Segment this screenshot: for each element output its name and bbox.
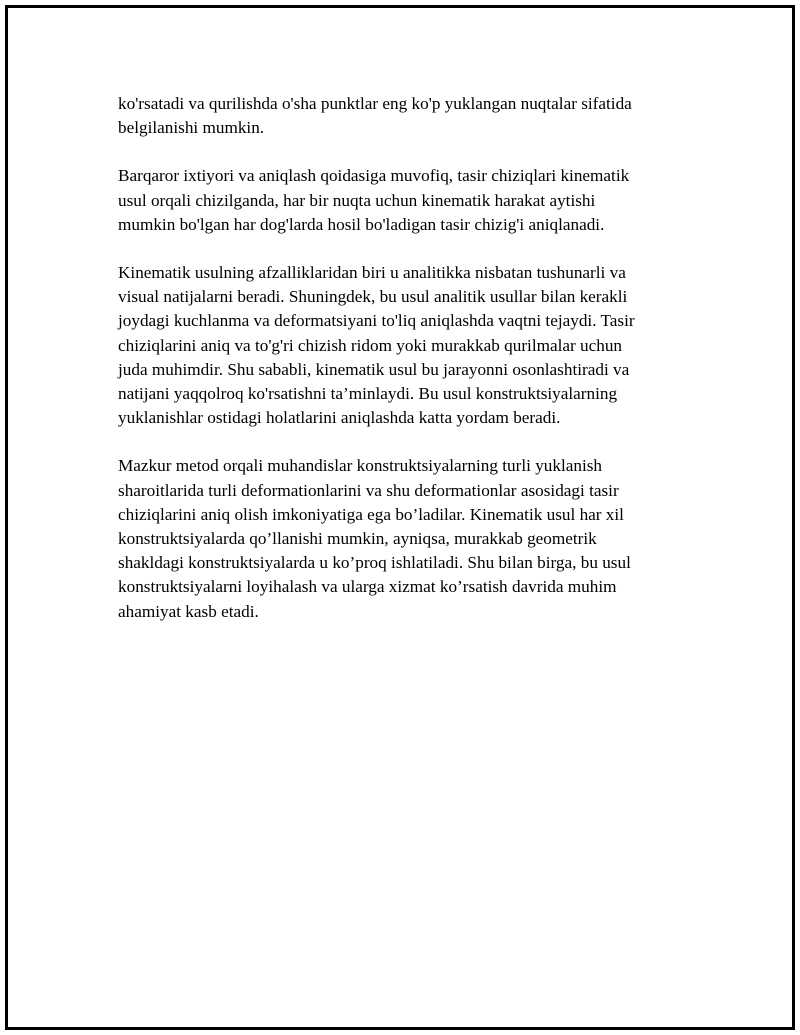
text-line: sharoitlarida turli deformationlarini va shu deformationlar asosidagi tasir [118,480,619,500]
text-line: juda muhimdir. Shu sababli, kinematik usul bu jarayonni osonlashtiradi va [118,359,630,379]
document-body [118,92,678,648]
text-line: ko'rsatadi va qurilishda o'sha punktlar eng ko'p yuklangan nuqtalar sifatida [118,94,632,113]
paragraph-2 [118,164,678,237]
text-line: ahamiyat kasb etadi. [118,601,259,621]
text-line: shakldagi konstruktsiyalarda u ko’proq ishlatiladi. Shu bilan birga, bu usul [118,553,631,573]
text-line: chiziqlarini aniq va to'g'ri chizish ridom yoki murakkab qurilmalar uchun [118,335,623,355]
text-line: visual natijalarni beradi. Shuningdek, bu usul analitik usullar bilan kerakli [118,287,628,307]
text-line: usul orqali chizilganda, har bir nuqta uchun kinematik harakat aytishi [118,190,596,210]
text-line: belgilanishi mumkin. [118,118,265,138]
text-line: konstruktsiyalarni loyihalash va ularga xizmat ko’rsatish davrida muhim [118,577,617,597]
text-line: Barqaror ixtiyori va aniqlash qoidasiga muvofiq, tasir chiziqlari kinematik [118,166,630,186]
paragraph-3 [118,261,678,430]
text-line: chiziqlarini aniq olish imkoniyatiga ega bo’ladilar. Kinematik usul har xil [118,504,624,524]
text-line: yuklanishlar ostidagi holatlarini aniqlashda katta yordam beradi. [118,408,561,428]
paragraph-4 [118,454,678,623]
text-line: joydagi kuchlanma va deformatsiyani to'liq aniqlashda vaqtni tejaydi. Tasir [118,311,635,331]
text-line: konstruktsiyalarda qo’llanishi mumkin, ayniqsa, murakkab geometrik [118,529,597,549]
text-line: natijani yaqqolroq ko'rsatishni ta’minlaydi. Bu usul konstruktsiyalarning [118,384,618,404]
text-line: mumkin bo'lgan har dog'larda hosil bo'ladigan tasir chizig'i aniqlanadi. [118,214,605,234]
text-line: Mazkur metod orqali muhandislar konstruktsiyalarning turli yuklanish [118,456,603,476]
text-line: Kinematik usulning afzalliklaridan biri u analitikka nisbatan tushunarli va [118,263,626,283]
paragraph-1 [118,92,678,140]
